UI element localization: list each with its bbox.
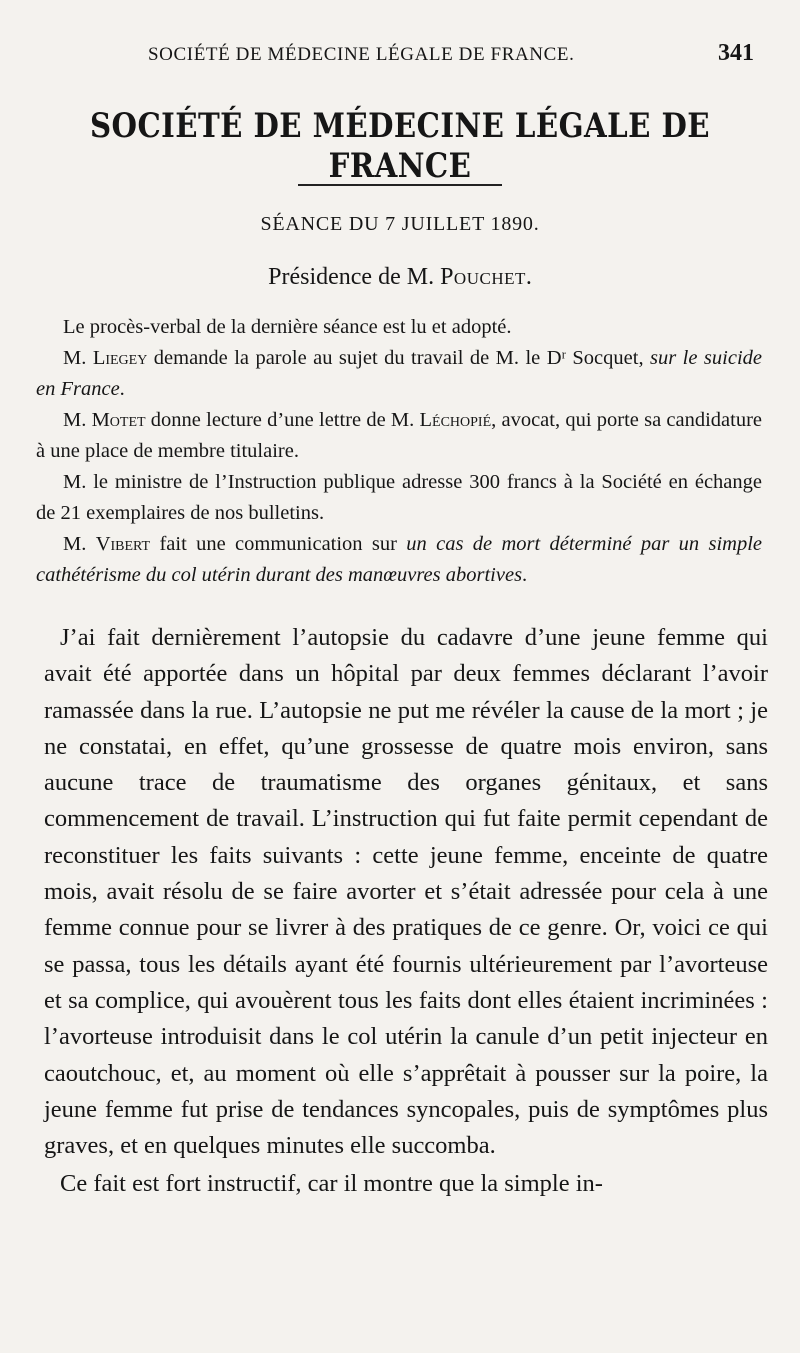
text-segment: . [119, 378, 125, 400]
minutes-paragraph [36, 529, 762, 591]
running-head-title: SOCIÉTÉ DE MÉDECINE LÉGALE DE FRANCE. [148, 44, 575, 65]
president-name: Pouchet [440, 264, 526, 290]
running-head [0, 38, 800, 74]
text-segment: fait une communication sur [150, 533, 407, 555]
body-paragraph: J’ai fait dernièrement l’autopsie du cadavre d’une jeune femme qui avait été apportée dans un hôpital par deux femmes déclarant l’avoir ramassée dans la rue. L’autopsie ne put me révéler la cause de la mort ; je ne constatai, en effet, qu’une grossesse de quatre mois environ, sans aucune trace de traumatisme des organes génitaux, et sans commencement de travail. L’instruction qui fut faite permit cependant de reconstituer les faits suivants : cette jeune femme, enceinte de quatre mois, avait résolu de se faire avorter et s’était adressée pour cela à une femme connue pour se livrer à des pratiques de ce genre. Or, voici ce qui se passa, tous les détails ayant été fournis ultérieurement par l’avorteuse et sa complice, qui avouèrent tous les faits dont elles étaient incriminées : l’avorteuse introduisit dans le col utérin la canule d’un petit injecteur en caoutchouc, et, au moment où elle s’apprêtait à pousser sur la poire, la jeune femme fut prise de tendances syncopales, puis de symptômes plus graves, et en quelques minutes elle succomba. [44, 624, 768, 1160]
meeting-minutes [36, 312, 762, 591]
title-divider [298, 184, 502, 186]
minutes-paragraph [36, 312, 762, 343]
page-number: 341 [718, 40, 754, 66]
communication-text [44, 620, 768, 1203]
presidency-suffix: . [525, 264, 532, 290]
text-segment: M. [63, 533, 96, 555]
person-name: Liegey [92, 347, 148, 369]
italic-title: sur le suicide en France [36, 347, 762, 400]
text-segment: , avocat, qui porte sa candidature à une place de membre titulaire. [36, 409, 763, 462]
person-name: Motet [91, 409, 146, 431]
italic-title: un cas de mort déterminé par un simple cathétérisme du col utérin durant des manœuvres abortives [36, 533, 763, 586]
person-name: Léchopié [419, 409, 492, 431]
presidency-prefix: Présidence de M. [268, 264, 441, 290]
text-segment: . [522, 564, 528, 586]
text-segment: donne lecture d’une lettre de M. [145, 409, 420, 431]
text-segment: demande la parole au sujet du travail de M. le Dʳ Socquet, [147, 347, 651, 369]
section-title: SOCIÉTÉ DE MÉDECINE LÉGALE DE FRANCE [90, 106, 710, 186]
person-name: Vibert [95, 533, 151, 555]
session-date: SÉANCE DU 7 JUILLET 1890. [260, 213, 540, 235]
presidency-line [0, 264, 800, 291]
text-segment: M. [63, 347, 93, 369]
text-segment: M. [63, 409, 92, 431]
text-segment: Le procès-verbal de la dernière séance est lu et adopté. [63, 316, 512, 338]
minutes-paragraph [36, 405, 762, 467]
minutes-paragraph [36, 467, 762, 529]
body-paragraph: Ce fait est fort instructif, car il montre que la simple in- [60, 1170, 603, 1198]
minutes-paragraph [36, 343, 762, 405]
text-segment: M. le ministre de l’Instruction publique adresse 300 francs à la Société en échange de 21 exemplaires de nos bulletins. [36, 471, 762, 524]
